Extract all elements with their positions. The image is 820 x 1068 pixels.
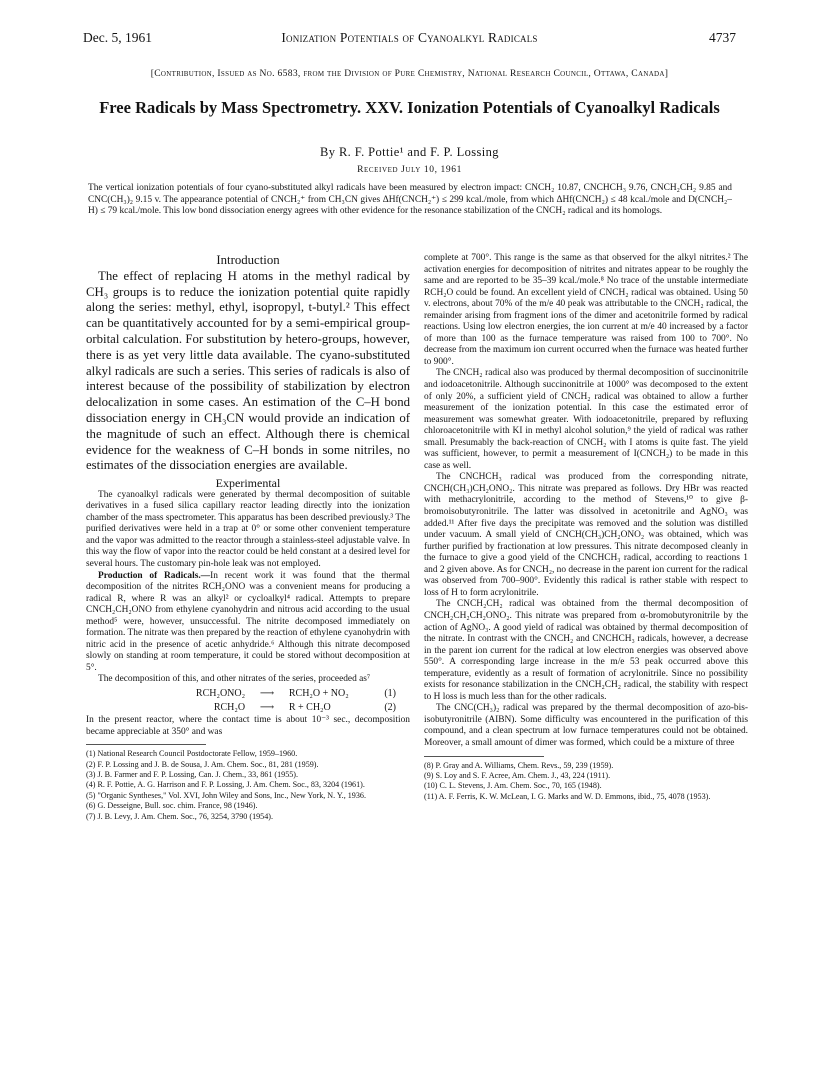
equation-1-products: RCH₂O + NO₂	[288, 688, 349, 699]
introduction-paragraph: The effect of replacing H atoms in the methyl radical by CH₃ groups is to reduce the ionization potential quite rapidly along the series: methyl, ethyl, isopropyl, t-butyl.² This effect can be quantitatively accounted for by a semi-empirical group-orbital calculation. For substitution by hetero-groups, however, there is as yet very little data available. The cyano-substituted alkyl radicals are such a series. This series of radicals is also of interest because of the possibility of stabilization by electron delocalization in some cases. An estimation of the C–H bond dissociation energy in CH₃CN would provide an indication of the magnitude of such an effect. Although there is chemical evidence for the weakness of C–H bonds in some nitriles, no estimates of the dissociation energies are available.	[86, 268, 410, 473]
equation-2-products: R + CH₂O	[288, 701, 331, 713]
right-paragraph-3: The CNCHCH₃ radical was produced from the corresponding nitrate, CNCH(CH₃)CH₂ONO₂. This nitrate was prepared as follows. Dry HBr was reacted with methacrylonitrile, according to the method of Stevens,¹⁰ to give β-bromoisobutyronitrile. The latter was dissolved in acetonitrile and AgNO₃ was added.¹¹ After five days the precipitate was removed and the solution was distilled under vacuum. A small yield of CNCH(CH₃)CH₂ONO₂ was obtained, which was further purified by fractionation at low pressures. This nitrate decomposed cleanly in the furnace to give a good yield of the CNCHCH₃ radical, according to reactions 1 and 2 given above. As for CNCH₂, no decrease in the parent ion current for the radical was observed from 700–900°. Evidently this radical is rather stable with respect to loss of H to form acrylonitrile.	[424, 472, 748, 598]
footnote: (6) G. Desseigne, Bull. soc. chim. France, 98 (1946).	[86, 801, 258, 811]
experimental-section	[86, 478, 410, 738]
footnote: (10) C. L. Stevens, J. Am. Chem. Soc., 70, 165 (1948).	[424, 781, 602, 791]
footnotes-left	[86, 749, 410, 822]
equation-2	[86, 702, 410, 714]
equation-1-arrow: ⟶	[259, 688, 275, 699]
experimental-paragraph-2	[86, 571, 410, 675]
introduction-heading: Introduction	[216, 253, 280, 267]
footnote-divider	[424, 756, 544, 757]
experimental-paragraph-4: In the present reactor, where the contact time is about 10⁻³ sec., decomposition became appreciable at 350° and was	[86, 715, 410, 737]
footnote: (4) R. F. Pottie, A. G. Harrison and F. P. Lossing, J. Am. Chem. Soc., 83, 3204 (1961).	[86, 780, 365, 790]
experimental-heading: Experimental	[215, 476, 281, 491]
contribution-line: [Contribution, Issued as No. 6583, from the Division of Pure Chemistry, National Research Council, Ottawa, Canada]	[150, 68, 669, 79]
equation-2-number: (2)	[384, 701, 396, 713]
production-of-radicals-subheading: Production of Radicals.—	[98, 570, 211, 581]
footnote: (11) A. F. Ferris, K. W. McLean, I. G. Marks and W. D. Emmons, ibid., 75, 4078 (1953).	[424, 791, 711, 801]
equation-2-arrow: ⟶	[259, 701, 275, 713]
equation-1	[86, 688, 410, 700]
left-column	[86, 253, 410, 822]
equation-1-number: (1)	[384, 688, 396, 699]
footnotes-right	[424, 761, 748, 803]
footnote: (8) P. Gray and A. Williams, Chem. Revs., 59, 239 (1959).	[424, 760, 614, 770]
footnote: (1) National Research Council Postdoctorate Fellow, 1959–1960.	[86, 749, 298, 759]
header-date: Dec. 5, 1961	[83, 30, 152, 45]
production-of-radicals-text: In recent work it was found that the thermal decomposition of the nitrites RCH₂ONO was a convenient means for producing a radical R, where R was an alkyl² or cycloalkyl⁴ radical. Attempts to prepare CNCH₂CH₂ONO from ethylene cyanohydrin and nitrous acid according to the usual method⁵ were, however, unsuccessful. The nitrite decomposed immediately on formation. The nitrate was then prepared by the reaction of ethylene cyanohydrin with nitric acid in the presence of acetic anhydride.⁶ Although this nitrate decomposed slowly on standing at room temperature, it could be stored without decomposition at 5°.	[86, 570, 411, 673]
footnote: (2) F. P. Lossing and J. B. de Sousa, J. Am. Chem. Soc., 81, 281 (1959).	[86, 759, 319, 769]
right-paragraph-2: The CNCH₂ radical also was produced by thermal decomposition of succinonitrile and iodoacetonitrile. Although succinonitrile at 1000° was decomposed to the extent of only 20%, a sufficient yield of CNCH₂ radical was obtained to allow a further measurement of the ionization potential. In this case the estimated error of measurement was somewhat greater. With iodoacetonitrile, prepared by refluxing chloroacetonitrile with KI in methyl alcohol solution,⁹ the yield of radical was rather small. Presumably the back-reaction of CNCH₂ with I atoms is quite fast. The yield was sufficient, however, to permit a measurement of I(CNCH₂) to be made in this case as well.	[424, 368, 748, 471]
header-page-number: 4737	[709, 30, 736, 45]
equation-1-reactant: RCH₂ONO₂	[195, 688, 246, 699]
footnote: (3) J. B. Farmer and F. P. Lossing, Can. J. Chem., 33, 861 (1955).	[86, 770, 299, 779]
experimental-paragraph-3: The decomposition of this, and other nitrates of the series, proceeded as⁷	[98, 674, 371, 685]
authors-line: By R. F. Pottie¹ and F. P. Lossing	[320, 145, 499, 159]
footnote: (7) J. B. Levy, J. Am. Chem. Soc., 76, 3254, 3790 (1954).	[86, 811, 273, 821]
received-date: Received July 10, 1961	[357, 165, 462, 175]
footnote: (9) S. Loy and S. F. Acree, Am. Chem. J., 43, 224 (1911).	[424, 770, 611, 780]
equation-2-reactant: RCH₂O	[213, 701, 246, 713]
right-paragraph-5: The CNC(CH₃)₂ radical was prepared by the thermal decomposition of azo-bis-isobutyronitrile (AIBN). Some difficulty was encountered in the purification of this compound, and a clean spectrum at low furnace temperatures could not be obtained. Moreover, a small amount of dimer was formed, which could be a mixture of three	[424, 703, 748, 748]
footnote-divider	[86, 744, 206, 745]
page-header	[83, 30, 736, 50]
right-paragraph-4: The CNCH₂CH₂ radical was obtained from the thermal decomposition of CNCH₂CH₂CH₂ONO₂. This nitrate was prepared from α-bromobutyronitrile by the action of AgNO₃. A good yield of radical was obtained by thermal decomposition of the nitrate. In contrast with the CNCH₂ and CNCHCH₃ radicals, however, a decrease in the parent ion current for the radical at low electron energies was observed above 550°. A corresponding large increase in the m/e 53 peak occurred above this temperature, evidently as a result of formation of acrylonitrile. Since no possibility exists for resonance stabilization in the CNCH₂CH₂ radical, the stability with respect to H loss is much less than for the other radicals.	[424, 599, 748, 702]
right-column	[424, 253, 748, 802]
footnote: (5) "Organic Syntheses," Vol. XVI, John Wiley and Sons, Inc., New York, N. Y., 1936.	[86, 790, 366, 800]
introduction-section	[86, 253, 410, 474]
article-title: Free Radicals by Mass Spectrometry. XXV. Ionization Potentials of Cyanoalkyl Radicals	[99, 98, 720, 117]
header-running-title: Ionization Potentials of Cyanoalkyl Radicals	[281, 30, 538, 45]
abstract: The vertical ionization potentials of four cyano-substituted alkyl radicals have been measured by electron impact: CNCH₂ 10.87, CNCHCH₃ 9.76, CNCH₂CH₂ 9.85 and CNC(CH₃)₂ 9.15 v. The appearance potential of CNCH₂⁺ from CH₃CN gives ΔHf(CNCH₂⁺) ≤ 299 kcal./mole, from which ΔHf(CNCH₂) ≤ 48 kcal./mole and D(CNCH₂–H) ≤ 79 kcal./mole. This low bond dissociation energy agrees with other evidence for the resonance stabilization of the CNCH₂ radical and its homologs.	[88, 183, 732, 217]
experimental-paragraph-1: The cyanoalkyl radicals were generated by thermal decomposition of suitable derivatives in a fused silica capillary reactor leading directly into the ionization chamber of the mass spectrometer. This apparatus has been described previously.³ The purified derivatives were held in a trap at 0° or some other convenient temperature and the vapor was admitted to the reactor through a stainless-steel adjustable valve. In this way the flow of vapor into the reactor could be held constant at a desired level for several hours. The customary pin-hole leak was not employed.	[86, 489, 410, 569]
right-paragraph-1: complete at 700°. This range is the same as that observed for the alkyl nitrites.² The activation energies for decomposition of nitrites and nitrates appear to be roughly the same and are reported to be 35–39 kcal./mole.⁸ No trace of the unstable intermediate RCH₂O could be found. An excellent yield of CNCH₂ radical was obtained. Using 50 v. electrons, about 70% of the m/e 40 peak was attributable to the CNCH₂ radical, the remainder arising from fragment ions of the dimer and acetonitrile formed by radical reactions. Using low electron energies, the ion current at m/e 40 increased by a factor of more than 100 as the furnace temperature was raised from 100 to 700°. No decrease from the maximum ion current occurred when the furnace was heated further to 900°.	[424, 253, 748, 367]
